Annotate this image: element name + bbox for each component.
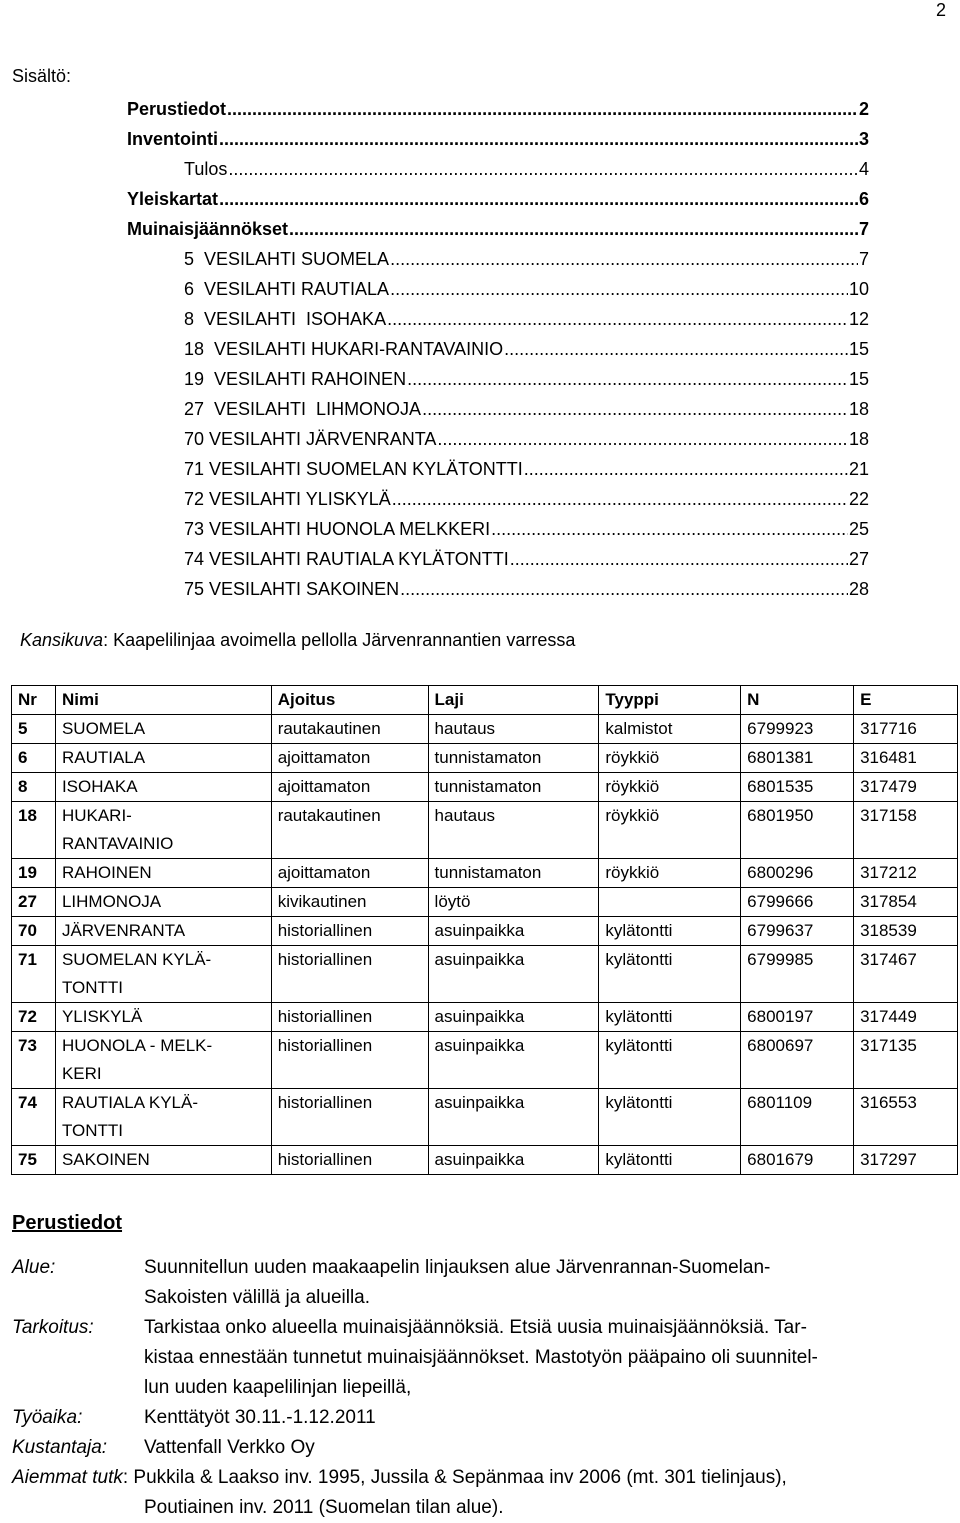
cell-laji: asuinpaikka [428, 1032, 599, 1089]
cell-n: 6799923 [741, 715, 854, 744]
cell-nimi [55, 802, 271, 859]
cell-nimi-line: RAUTIALA KYLÄ- [61, 1093, 199, 1112]
cell-nimi-line: JÄRVENRANTA [61, 921, 186, 940]
cell-n: 6801679 [741, 1146, 854, 1175]
toc-entry-label: 27 VESILAHTI LIHMONOJA [184, 399, 422, 419]
cell-e: 317135 [854, 1032, 958, 1089]
header-n: N [741, 686, 854, 715]
toc-dot-leader [228, 154, 858, 184]
cell-e: 317212 [854, 859, 958, 888]
toc-entry-label: 18 VESILAHTI HUKARI-RANTAVAINIO [184, 339, 504, 359]
toc-entry-label: 8 VESILAHTI ISOHAKA [184, 309, 387, 329]
cell-nimi-line: RANTAVAINIO [61, 834, 174, 853]
alue-value: Suunnitellun uuden maakaapelin linjauksen alue Järvenrannan-Suomelan- Sakoisten välillä ja alueilla. [144, 1257, 771, 1308]
toc-entry[interactable] [184, 154, 869, 184]
table-row [12, 888, 958, 917]
cell-tyyppi: kylätontti [599, 1003, 741, 1032]
toc-entry[interactable] [127, 214, 869, 244]
cell-ajoitus: kivikautinen [271, 888, 428, 917]
cell-laji: asuinpaikka [428, 917, 599, 946]
cell-ajoitus: historiallinen [271, 1003, 428, 1032]
toc-entry[interactable] [184, 394, 869, 424]
cell-ajoitus: ajoittamaton [271, 859, 428, 888]
cell-tyyppi: röykkiö [599, 744, 741, 773]
toc-entry-label: 19 VESILAHTI RAHOINEN [184, 369, 407, 389]
alue-label: Alue: [12, 1257, 56, 1278]
cell-nimi [55, 917, 271, 946]
toc-entry-page: 2 [858, 99, 869, 119]
toc-entry[interactable] [184, 454, 869, 484]
cover-caption [20, 630, 575, 651]
toc-dot-leader [227, 94, 858, 124]
aiemmat-row [12, 1463, 787, 1493]
cell-e: 317467 [854, 946, 958, 1003]
toc-entry-page: 15 [848, 339, 869, 359]
cell-nr: 27 [12, 888, 56, 917]
cell-nr: 70 [12, 917, 56, 946]
toc-dot-leader [407, 364, 848, 394]
cell-nimi-line: LIHMONOJA [61, 892, 162, 911]
table-row [12, 1003, 958, 1032]
toc-entry-page: 25 [848, 519, 869, 539]
tarkoitus-value: Tarkistaa onko alueella muinaisjäännöksiä. Etsiä uusia muinaisjäännöksiä. Tar- kistaa ennestään tunnetut muinaisjäännökset. Mastotyön pääpaino oli suunnitel- lun uuden kaapelilinjan liepeillä, [144, 1317, 818, 1398]
toc-dot-leader [289, 214, 858, 244]
header-e: E [854, 686, 958, 715]
cell-nimi [55, 1146, 271, 1175]
cell-nimi [55, 744, 271, 773]
tarkoitus-label: Tarkoitus: [12, 1317, 94, 1338]
cell-nimi-line: RAHOINEN [61, 863, 152, 882]
cell-nr: 75 [12, 1146, 56, 1175]
cell-nimi-line: KERI [61, 1064, 102, 1083]
table-row [12, 1146, 958, 1175]
cell-laji: asuinpaikka [428, 1003, 599, 1032]
toc-entry-page: 21 [848, 459, 869, 479]
toc-entry-page: 27 [848, 549, 869, 569]
cell-nr: 8 [12, 773, 56, 802]
cell-e: 316553 [854, 1089, 958, 1146]
header-ajoitus: Ajoitus [271, 686, 428, 715]
cell-e: 317449 [854, 1003, 958, 1032]
cell-nimi [55, 946, 271, 1003]
cell-e: 317716 [854, 715, 958, 744]
cell-tyyppi: röykkiö [599, 802, 741, 859]
toc-entry[interactable] [184, 364, 869, 394]
cell-nimi-line: SUOMELA [61, 719, 146, 738]
section-title-perustiedot: Perustiedot [12, 1212, 123, 1234]
toc-entry-label: Yleiskartat [127, 189, 219, 209]
toc-entry-page: 15 [848, 369, 869, 389]
cell-laji: hautaus [428, 715, 599, 744]
toc-dot-leader [437, 424, 848, 454]
toc-entry-page: 6 [858, 189, 869, 209]
table-row [12, 715, 958, 744]
cell-e: 316481 [854, 744, 958, 773]
toc-entry[interactable] [184, 574, 869, 604]
toc-entry-page: 7 [858, 249, 869, 269]
cell-nimi-line: SUOMELAN KYLÄ- [61, 950, 212, 969]
table-row [12, 917, 958, 946]
toc-entry-label: 71 VESILAHTI SUOMELAN KYLÄTONTTI [184, 459, 523, 479]
cell-ajoitus: historiallinen [271, 1032, 428, 1089]
toc-entry[interactable] [184, 514, 869, 544]
header-tyyppi: Tyyppi [599, 686, 741, 715]
cell-n: 6801109 [741, 1089, 854, 1146]
cell-laji: asuinpaikka [428, 946, 599, 1003]
cell-nimi [55, 715, 271, 744]
cell-n: 6800697 [741, 1032, 854, 1089]
toc-dot-leader [524, 454, 848, 484]
toc-entry-page: 28 [848, 579, 869, 599]
cell-nimi [55, 888, 271, 917]
table-row [12, 946, 958, 1003]
toc-entry-label: 72 VESILAHTI YLISKYLÄ [184, 489, 391, 509]
cell-ajoitus: ajoittamaton [271, 744, 428, 773]
cell-e: 317158 [854, 802, 958, 859]
toc-entry[interactable] [184, 424, 869, 454]
toc-entry-label: Inventointi [127, 129, 218, 149]
toc-entry[interactable] [127, 184, 869, 214]
cell-laji: asuinpaikka [428, 1146, 599, 1175]
toc-dot-leader [387, 304, 848, 334]
cell-nimi-line: TONTTI [61, 978, 124, 997]
toc-entry-page: 3 [858, 129, 869, 149]
table-row [12, 744, 958, 773]
page-number: 2 [935, 0, 946, 20]
toc-dot-leader [491, 514, 848, 544]
cell-nr: 74 [12, 1089, 56, 1146]
toc-dot-leader [390, 244, 858, 274]
cell-laji: tunnistamaton [428, 773, 599, 802]
cell-tyyppi: kylätontti [599, 1032, 741, 1089]
cell-n: 6801381 [741, 744, 854, 773]
cell-tyyppi: kylätontti [599, 917, 741, 946]
cell-n: 6800197 [741, 1003, 854, 1032]
kustantaja-value: Vattenfall Verkko Oy [144, 1437, 315, 1458]
cell-ajoitus: ajoittamaton [271, 773, 428, 802]
toc-entry[interactable] [184, 304, 869, 334]
cell-e: 317479 [854, 773, 958, 802]
aiemmat-label: Aiemmat tutk [12, 1467, 123, 1488]
cover-caption-label: Kansikuva [20, 630, 104, 650]
header-nr: Nr [12, 686, 56, 715]
cell-laji: hautaus [428, 802, 599, 859]
toc-entry[interactable] [184, 484, 869, 514]
toc-entry-label: 75 VESILAHTI SAKOINEN [184, 579, 400, 599]
toc-entry-label: 73 VESILAHTI HUONOLA MELKKERI [184, 519, 491, 539]
cell-n: 6799985 [741, 946, 854, 1003]
toc-entry-page: 4 [858, 159, 869, 179]
cell-nr: 19 [12, 859, 56, 888]
toc-dot-leader [390, 274, 848, 304]
table-row [12, 773, 958, 802]
cell-laji: asuinpaikka [428, 1089, 599, 1146]
toc-entry-page: 22 [848, 489, 869, 509]
header-nimi: Nimi [55, 686, 271, 715]
toc-entry-page: 7 [858, 219, 869, 239]
cell-nimi-line: HUKARI- [61, 806, 132, 825]
table-row [12, 1089, 958, 1146]
cell-nr: 18 [12, 802, 56, 859]
toc-dot-leader [422, 394, 848, 424]
cell-nr: 5 [12, 715, 56, 744]
cell-nimi-line: ISOHAKA [61, 777, 138, 796]
cell-n: 6801535 [741, 773, 854, 802]
toc-entry-label: Perustiedot [127, 99, 227, 119]
toc-entry[interactable] [184, 544, 869, 574]
cell-ajoitus: historiallinen [271, 917, 428, 946]
toc-entry-label: 6 VESILAHTI RAUTIALA [184, 279, 390, 299]
cell-ajoitus: historiallinen [271, 1146, 428, 1175]
toc-dot-leader [392, 484, 848, 514]
aiemmat-line-1: : Pukkila & Laakso inv. 1995, Jussila & Sepänmaa inv 2006 (mt. 301 tielinjaus), [122, 1467, 787, 1488]
toc-entry-label: Muinaisjäännökset [127, 219, 289, 239]
cell-tyyppi: röykkiö [599, 859, 741, 888]
cell-ajoitus: rautakautinen [271, 715, 428, 744]
toc-entry[interactable] [127, 94, 869, 124]
cell-laji: tunnistamaton [428, 744, 599, 773]
cell-laji: löytö [428, 888, 599, 917]
cell-n: 6800296 [741, 859, 854, 888]
toc-entry-label: 5 VESILAHTI SUOMELA [184, 249, 390, 269]
toc-entry-page: 18 [848, 429, 869, 449]
cover-caption-text: : Kaapelilinjaa avoimella pellolla Järvenrannantien varressa [103, 630, 576, 650]
table-row [12, 859, 958, 888]
toc-entry-label: 70 VESILAHTI JÄRVENRANTA [184, 429, 437, 449]
cell-nr: 72 [12, 1003, 56, 1032]
cell-ajoitus: historiallinen [271, 1089, 428, 1146]
toc-entry-label: Tulos [184, 159, 228, 179]
cell-nimi-line: YLISKYLÄ [61, 1007, 143, 1026]
aiemmat-line-2: Poutiainen inv. 2011 (Suomelan tilan alue). [144, 1497, 504, 1518]
table-header-row [12, 686, 958, 715]
toc-dot-leader [400, 574, 848, 604]
cell-ajoitus: historiallinen [271, 946, 428, 1003]
cell-ajoitus: rautakautinen [271, 802, 428, 859]
toc-dot-leader [219, 184, 858, 214]
cell-e: 317297 [854, 1146, 958, 1175]
toc-entry[interactable] [127, 124, 869, 154]
cell-tyyppi: kylätontti [599, 1089, 741, 1146]
cell-nr: 73 [12, 1032, 56, 1089]
cell-n: 6799666 [741, 888, 854, 917]
cell-nimi [55, 859, 271, 888]
cell-laji: tunnistamaton [428, 859, 599, 888]
toc-entry-page: 12 [848, 309, 869, 329]
cell-nimi-line: HUONOLA - MELK- [61, 1036, 213, 1055]
cell-nimi [55, 1089, 271, 1146]
cell-nimi-line: TONTTI [61, 1121, 124, 1140]
cell-nimi [55, 773, 271, 802]
toc-entry[interactable] [184, 334, 869, 364]
cell-nr: 6 [12, 744, 56, 773]
toc-entry[interactable] [184, 244, 869, 274]
cell-nimi [55, 1032, 271, 1089]
cell-tyyppi: kylätontti [599, 1146, 741, 1175]
cell-e: 317854 [854, 888, 958, 917]
toc-entry[interactable] [184, 274, 869, 304]
contents-heading: Sisältö: [12, 66, 72, 86]
kustantaja-label: Kustantaja: [12, 1437, 108, 1458]
cell-n: 6801950 [741, 802, 854, 859]
cell-nimi [55, 1003, 271, 1032]
toc-dot-leader [219, 124, 858, 154]
toc-dot-leader [504, 334, 848, 364]
toc-entry-page: 10 [848, 279, 869, 299]
table-row [12, 1032, 958, 1089]
cell-tyyppi: kalmistot [599, 715, 741, 744]
tyoaika-value: Kenttätyöt 30.11.-1.12.2011 [144, 1407, 376, 1428]
tyoaika-label: Työaika: [12, 1407, 83, 1428]
cell-n: 6799637 [741, 917, 854, 946]
cell-nimi-line: RAUTIALA [61, 748, 146, 767]
toc-dot-leader [510, 544, 848, 574]
toc-entry-label: 74 VESILAHTI RAUTIALA KYLÄTONTTI [184, 549, 509, 569]
site-table [11, 685, 958, 1175]
cell-tyyppi: kylätontti [599, 946, 741, 1003]
cell-nimi-line: SAKOINEN [61, 1150, 150, 1169]
cell-tyyppi: röykkiö [599, 773, 741, 802]
cell-tyyppi [599, 888, 741, 917]
header-laji: Laji [428, 686, 599, 715]
cell-e: 318539 [854, 917, 958, 946]
table-row [12, 802, 958, 859]
toc-entry-page: 18 [848, 399, 869, 419]
cell-nr: 71 [12, 946, 56, 1003]
